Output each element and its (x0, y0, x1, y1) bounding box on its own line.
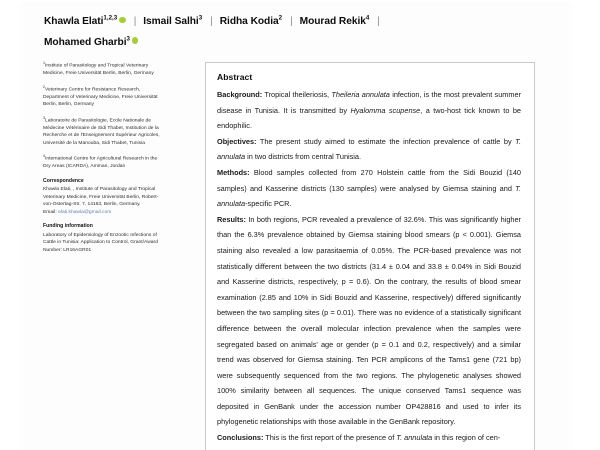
abstract-section (217, 165, 521, 212)
orcid-icon[interactable] (132, 37, 139, 44)
affiliation-item (43, 115, 163, 147)
author-separator: | (290, 16, 293, 28)
abstract-section-label: Objectives: (217, 136, 257, 146)
author-entry[interactable] (143, 16, 202, 27)
affiliation-marker: 3 (43, 115, 46, 120)
author-affiliation-marker: 3 (126, 35, 130, 43)
affiliation-marker: 4 (43, 154, 46, 159)
abstract-section-text: Blood samples collected from 270 Holstein cattle from the Sidi Bouzid (140 samples) and Kasserine districts (130 samples) were analysed by Giemsa staining and T. annulata-specific PCR. (217, 167, 521, 209)
abstract-body (217, 87, 521, 446)
author-separator: | (133, 16, 137, 28)
abstract-panel (205, 62, 535, 450)
abstract-section (217, 134, 521, 165)
abstract-section-label: Background: (217, 90, 263, 99)
affiliation-item (43, 84, 163, 109)
affiliation-marker: 1 (43, 61, 46, 65)
affiliation-text: Veterinary Centre for Resistance Research, Department of Veterinary Medicine, Freie Universität Berlin, Berlin, Germany (43, 87, 158, 108)
abstract-section-text: Tropical theileriosis, Theileria annulata infection, is the most prevalent summer disease in Tunisia. It is transmitted by Hyalomma scupense, a two-host tick known to be endophilic. (217, 90, 522, 131)
affiliation-text: Institute of Parasitology and Tropical Veterinary Medicine, Freie Universität Berlin, Berlin, Germany (43, 63, 154, 77)
abstract-section-text: This is the first report of the presence of T. annulata in this region of cen- (263, 433, 501, 443)
affiliation-item (43, 60, 163, 77)
funding-text: Laboratory of Epidemiology of Enzootic Infections of Cattle in Tunisia: Application to Control, Grant/Award Number: LR16AGR01 (43, 232, 158, 253)
author-affiliation-marker: 3 (198, 15, 203, 22)
author-separator: | (210, 16, 213, 28)
author-affiliation-marker: 1,2,3 (103, 15, 118, 22)
abstract-section-label: Conclusions: (217, 433, 264, 443)
author-list (44, 10, 560, 51)
affiliation-marker: 2 (43, 84, 46, 89)
funding-heading: Funding information (43, 223, 93, 230)
author-entry[interactable] (44, 16, 126, 27)
page-top-edge (0, 0, 600, 2)
author-name: Khawla Elati (44, 16, 104, 28)
correspondence-heading: Correspondence (43, 177, 84, 184)
abstract-section-text: The present study aimed to estimate the infection prevalence of cattle by T. annulata in two districts from central Tunisia. (217, 136, 521, 162)
funding-block (43, 223, 163, 254)
abstract-title: Abstract (217, 72, 253, 82)
author-affiliation-marker: 4 (365, 15, 370, 22)
author-entry[interactable] (220, 16, 282, 27)
abstract-section-label: Methods: (217, 167, 250, 177)
author-name: Mohamed Gharbi (44, 36, 127, 48)
correspondence-block (43, 178, 163, 217)
page-left-margin (0, 0, 20, 450)
affiliations-sidebar (43, 60, 163, 260)
affiliation-item (43, 153, 163, 170)
author-name: Mourad Rekik (299, 16, 366, 28)
affiliation-text: Laboratoire de Parasitologie, Ecole Nationale de Médecine Vétérinaire de Sidi Thabet, Institution de la Recherche et de l'Enseignement Supérieur Agricoles, Université de la Manouba, Sidi Thabet, Tunisia (43, 118, 160, 146)
orcid-icon[interactable] (119, 17, 126, 24)
abstract-section (217, 430, 521, 446)
abstract-section (217, 212, 521, 430)
correspondence-email-line (43, 209, 163, 216)
page-right-margin (572, 0, 600, 450)
author-name: Ridha Kodia (219, 16, 279, 28)
abstract-section (217, 87, 521, 134)
author-entry[interactable] (44, 37, 138, 48)
abstract-section-label: Results: (217, 214, 246, 224)
abstract-section-text: In both regions, PCR revealed a prevalence of 32.6%. This was significantly higher than the 6.3% prevalence obtained by Giemsa staining blood smears (p < 0.001). Giemsa staining also revealed a low parasitaemia of 0.05%. The PCR-based prevalence was not statistically different between the two districts (31.4 ± 0.04 and 33.8 ± 0.04% in Sidi Bouzid and Kasserine districts, respectively, p = 0.6). On the contrary, the results of blood smear examination (2.85 and 10% in Sidi Bouzid and Kasserine, respectively) differed significantly between the two sampling sites (p = 0.01). There was no evidence of a statistically significant difference between the overall molecular infection prevalence when the samples were segregated based on animals' age or gender (p = 0.1 and 0.2, respectively) and a similar trend was observed for Giemsa staining. Ten PCR amplicons of the Tams1 gene (721 bp) were subsequently sequenced from the two regions. The phylogenetic analyses showed 100% similarity between all sequences. The unique conserved Tams1 sequence was deposited in GenBank under the accession number OP428816 and used to infer its phylogenetic relationships with those available in the GenBank repository. (217, 214, 521, 427)
author-entry[interactable] (300, 16, 370, 27)
email-link[interactable]: elati.khawla@gmail.com (58, 209, 112, 215)
author-separator: | (377, 16, 380, 28)
author-affiliation-marker: 2 (278, 15, 283, 22)
affiliation-text: International Centre for Agricultural Research in the Dry Areas (ICARDA), Amman, Jordan (43, 156, 158, 170)
email-label: Email: (43, 209, 57, 215)
author-name: Ismail Salhi (143, 16, 199, 28)
correspondence-text: Khawla Elati, , Institute of Parasitology and Tropical Veterinary Medicine, Freie Universität Berlin, Robert-von-Ostertag-Str. 7, 14163, Berlin, Germany. (43, 187, 159, 208)
